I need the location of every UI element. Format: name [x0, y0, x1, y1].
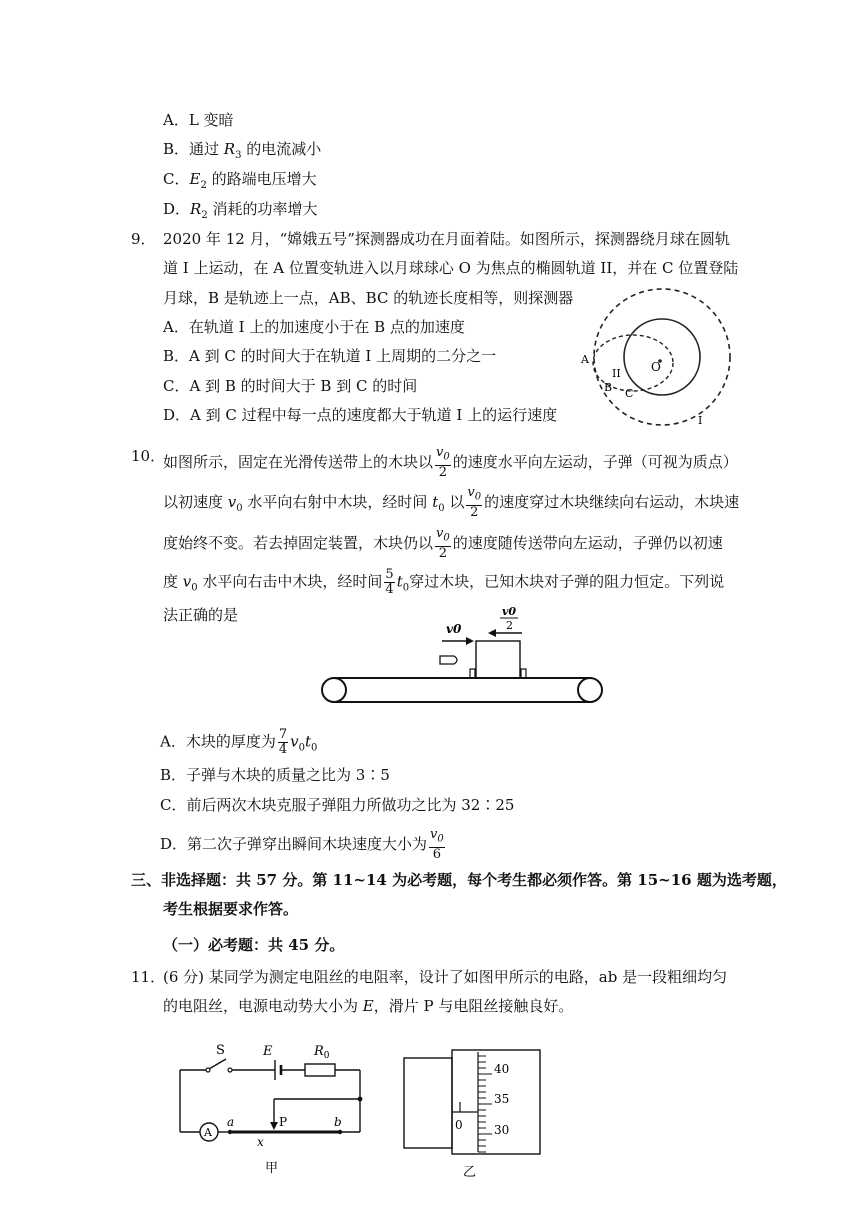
frac-den: 4 [278, 742, 288, 757]
q8-option-b [163, 139, 321, 166]
q10-number: 10． [131, 447, 166, 465]
roller-right [578, 678, 602, 702]
q11-l2b: ，滑片 P 与电阻丝接触良好。 [373, 997, 574, 1015]
thimble-ticks [478, 1052, 492, 1152]
label-a: a [227, 1115, 235, 1129]
q8-option-a: A．L 变暗 [163, 111, 234, 129]
tick-40: 40 [494, 1062, 510, 1076]
frac-7-over-4 [278, 728, 288, 757]
clamp-left [470, 669, 475, 678]
frac-v0-over-6 [429, 828, 445, 862]
ammeter-label: A [204, 1126, 212, 1139]
label-i: I [698, 414, 703, 427]
q9-option-d: D．A 到 C 过程中每一点的速度都大于轨道 I 上的运行速度 [163, 406, 558, 424]
label-b: b [334, 1115, 342, 1129]
frac-den: 4 [385, 582, 394, 597]
caption-yi: 乙 [463, 1165, 477, 1180]
q8-option-c [163, 169, 317, 196]
v-sym: v [430, 827, 438, 842]
orbit-figure [578, 285, 746, 430]
switch-blade [209, 1059, 226, 1069]
battery-label: E [263, 1044, 273, 1059]
t-sym: t [304, 732, 312, 751]
q8-d-text: D． [163, 200, 191, 218]
q10-a-text: A．木块的厚度为 [160, 732, 276, 751]
resistor-sub: 0 [323, 1051, 330, 1061]
v-sub: 0 [191, 582, 198, 594]
q9-stem-line1: 2020 年 12 月，“嫦娥五号”探测器成功在月面着陆。如图所示，探测器绕月球在圆轨 [163, 230, 730, 248]
slider-label: P [279, 1115, 288, 1129]
q9-option-b: B．A 到 C 的时间大于在轨道 I 上周期的二分之一 [163, 347, 497, 365]
q8-d-var: R [190, 200, 202, 218]
frac-num: 7 [278, 727, 288, 742]
t-sub: 0 [438, 502, 445, 514]
resistor-r0 [305, 1064, 335, 1076]
section3-subheading: （一）必考题：共 45 分。 [163, 936, 345, 954]
t-sym: t [432, 492, 439, 511]
q10-option-a [160, 728, 317, 759]
clamp-right [521, 669, 526, 678]
resistor-r: R [314, 1044, 324, 1059]
frac-v0-over-2 [466, 486, 482, 520]
t-sym: t [396, 572, 403, 591]
q10-option-b: B．子弹与木块的质量之比为 3∶5 [160, 766, 390, 784]
q10-line5: 法正确的是 [163, 606, 239, 624]
q10-l1b: 的速度水平向左运动，子弹（可视为质点） [452, 452, 738, 471]
q10-l1a: 如图所示，固定在光滑传送带上的木块以 [163, 452, 434, 471]
q10-l3a: 度始终不变。若去掉固定装置，木块仍以 [163, 533, 434, 552]
v-sub: 0 [236, 502, 243, 514]
block-velocity-den: 2 [506, 619, 513, 632]
q9-number: 9． [131, 230, 156, 248]
label-c: C [625, 387, 634, 400]
orbit-i-dashed [594, 289, 730, 425]
label-o: O [651, 360, 661, 374]
q10-l4c: 穿过木块，已知木块对子弹的阻力恒定。下列说 [409, 572, 725, 591]
q11-e-var: E [362, 997, 374, 1015]
switch-label: S [216, 1043, 225, 1058]
q8-b-sub: 3 [235, 150, 242, 161]
q11-number: 11． [131, 968, 166, 986]
micrometer-figure [398, 1048, 548, 1180]
v-sub: 0 [474, 491, 482, 503]
q8-d-post: 消耗的功率增大 [207, 200, 318, 218]
v-sym: v [436, 526, 444, 541]
q8-c-var: E [189, 170, 201, 188]
block-arrowhead [488, 629, 496, 637]
label-b: B [604, 381, 613, 394]
q9-stem-line2: 道 I 上运动，在 A 位置变轨进入以月球球心 O 为焦点的椭圆轨道 II，并在 C 位置登陆 [163, 259, 739, 277]
q10-line3 [163, 527, 723, 561]
q10-line2 [163, 486, 739, 520]
label-a: A [581, 353, 589, 366]
q9-option-c: C．A 到 B 的时间大于 B 到 C 的时间 [163, 377, 418, 395]
bullet-velocity-label: v0 [446, 622, 462, 636]
q8-c-text: C． [163, 170, 190, 188]
moon-surface [624, 319, 700, 395]
q10-l2b: 水平向右射中木块，经时间 [242, 492, 433, 511]
v-sub: 0 [437, 833, 444, 845]
v-sym: v [182, 572, 192, 591]
wooden-block [476, 641, 520, 678]
label-x: x [257, 1135, 264, 1149]
roller-left [322, 678, 346, 702]
resistor-label [313, 1044, 330, 1061]
v-sub: 0 [443, 451, 450, 463]
bullet-arrowhead [466, 637, 474, 645]
v-sym: v [227, 492, 237, 511]
section3-heading-line2: 考生根据要求作答。 [163, 900, 299, 918]
q9-stem-line3: 月球，B 是轨迹上一点，AB、BC 的轨迹长度相等，则探测器 [163, 289, 574, 307]
frac-num [435, 527, 451, 547]
q10-l4b: 水平向右击中木块，经时间 [197, 572, 383, 591]
q9-option-a: A．在轨道 I 上的加速度小于在 B 点的加速度 [163, 318, 465, 336]
q10-l2c: 以 [444, 492, 465, 511]
switch-pivot-right [228, 1068, 232, 1072]
q8-b-post: 的电流减小 [241, 140, 322, 158]
q8-b-var: R [223, 140, 236, 158]
q11-l2a: 的电阻丝，电源电动势大小为 [163, 997, 363, 1015]
q8-c-post: 的路端电压增大 [206, 170, 317, 188]
t-sub: 0 [402, 582, 410, 594]
block-velocity-num: v0 [502, 605, 517, 618]
q10-l4a: 度 [163, 572, 183, 591]
v-sym: v [290, 732, 299, 751]
q10-line1 [163, 446, 738, 480]
q8-option-d [163, 199, 317, 226]
q11-line1: (6 分) 某同学为测定电阻丝的电阻率，设计了如图甲所示的电路，ab 是一段粗细均匀 [163, 968, 728, 986]
q10-option-d [160, 828, 447, 862]
tick-35: 35 [494, 1092, 510, 1106]
tick-30: 30 [494, 1123, 510, 1137]
q10-l2d: 的速度穿过木块继续向右运动，木块速 [484, 492, 740, 511]
micrometer-sleeve [404, 1058, 452, 1148]
v-sub: 0 [443, 532, 450, 544]
sleeve-zero-label: 0 [455, 1118, 463, 1132]
q11-line2 [163, 996, 573, 1016]
q10-d-text: D．第二次子弹穿出瞬间木块速度大小为 [160, 834, 428, 853]
frac-den: 6 [432, 846, 442, 862]
v-sub: 0 [298, 742, 305, 754]
q10-option-c: C．前后两次木块克服子弹阻力所做功之比为 32∶25 [160, 796, 515, 814]
frac-5-over-4 [384, 568, 394, 597]
q10-l3b: 的速度随传送带向左运动，子弹仍以初速 [452, 533, 723, 552]
q8-b-text: B．通过 [163, 140, 224, 158]
slider-arrowhead [270, 1122, 278, 1130]
frac-num: 5 [385, 567, 394, 582]
frac-num [466, 486, 482, 506]
label-ii: II [612, 367, 621, 380]
frac-den: 2 [438, 545, 448, 561]
v-sym: v [436, 445, 444, 460]
q10-l2a: 以初速度 [163, 492, 228, 511]
conveyor-figure [318, 603, 608, 708]
q8-c-sub: 2 [200, 180, 207, 191]
bullet [440, 656, 457, 664]
frac-num [429, 828, 445, 848]
frac-den: 2 [470, 504, 479, 520]
v-sym: v [467, 485, 475, 500]
frac-num [435, 446, 451, 466]
section3-heading-line1: 三、非选择题：共 57 分。第 11~14 为必考题，每个考生都必须作答。第 15~16 题为选考题， [131, 871, 787, 889]
frac-den: 2 [438, 464, 448, 480]
q10-line4 [163, 568, 724, 599]
q8-d-sub: 2 [201, 210, 208, 221]
t-sub: 0 [311, 742, 318, 754]
caption-jia: 甲 [265, 1161, 279, 1176]
frac-v0-over-2 [435, 446, 451, 480]
frac-v0-over-2 [435, 527, 451, 561]
circuit-figure [168, 1038, 368, 1178]
